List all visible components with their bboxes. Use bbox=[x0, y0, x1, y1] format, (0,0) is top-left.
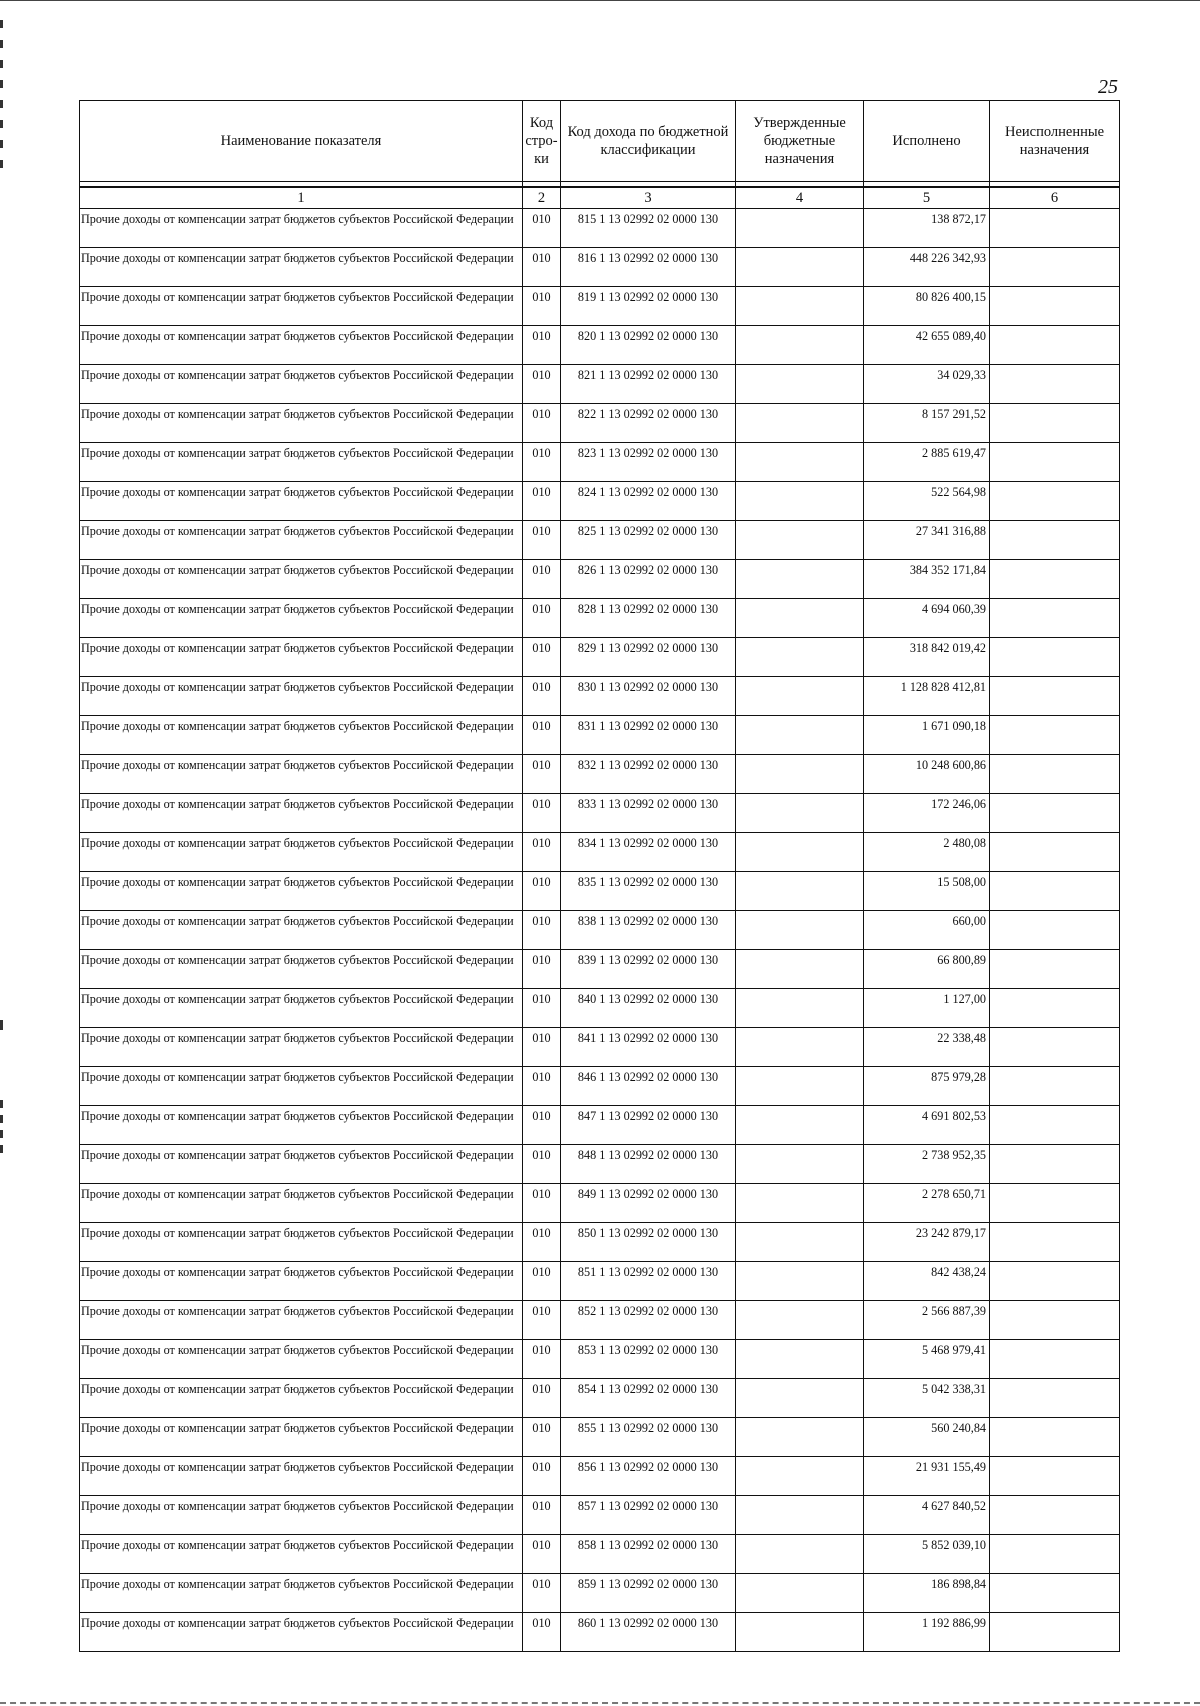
revenue-code-cell: 825 1 13 02992 02 0000 130 bbox=[561, 521, 736, 560]
revenue-code-cell: 816 1 13 02992 02 0000 130 bbox=[561, 248, 736, 287]
revenue-code-cell: 819 1 13 02992 02 0000 130 bbox=[561, 287, 736, 326]
line-code-cell: 010 bbox=[523, 1067, 561, 1106]
unexecuted-cell bbox=[990, 716, 1120, 755]
table-body bbox=[80, 209, 1120, 1652]
table-row bbox=[80, 755, 1120, 794]
indicator-name-cell: Прочие доходы от компенсации затрат бюджетов субъектов Российской Федерации bbox=[80, 794, 523, 833]
revenue-code-cell: 840 1 13 02992 02 0000 130 bbox=[561, 989, 736, 1028]
revenue-code-cell: 855 1 13 02992 02 0000 130 bbox=[561, 1418, 736, 1457]
approved-cell bbox=[736, 794, 864, 833]
table-row bbox=[80, 1223, 1120, 1262]
column-number: 1 bbox=[80, 187, 523, 209]
header-line-code: Код стро- ки bbox=[523, 101, 561, 182]
indicator-name-cell: Прочие доходы от компенсации затрат бюджетов субъектов Российской Федерации bbox=[80, 482, 523, 521]
line-code-cell: 010 bbox=[523, 716, 561, 755]
indicator-name-cell: Прочие доходы от компенсации затрат бюджетов субъектов Российской Федерации bbox=[80, 599, 523, 638]
executed-cell: 4 627 840,52 bbox=[864, 1496, 990, 1535]
line-code-cell: 010 bbox=[523, 560, 561, 599]
unexecuted-cell bbox=[990, 1028, 1120, 1067]
table-row bbox=[80, 1145, 1120, 1184]
table-row bbox=[80, 1028, 1120, 1067]
line-code-cell: 010 bbox=[523, 794, 561, 833]
header-executed: Исполнено bbox=[864, 101, 990, 182]
approved-cell bbox=[736, 1340, 864, 1379]
revenue-code-cell: 820 1 13 02992 02 0000 130 bbox=[561, 326, 736, 365]
revenue-code-cell: 857 1 13 02992 02 0000 130 bbox=[561, 1496, 736, 1535]
table-row bbox=[80, 1379, 1120, 1418]
executed-cell: 2 738 952,35 bbox=[864, 1145, 990, 1184]
table-row bbox=[80, 638, 1120, 677]
approved-cell bbox=[736, 287, 864, 326]
unexecuted-cell bbox=[990, 521, 1120, 560]
line-code-cell: 010 bbox=[523, 599, 561, 638]
approved-cell bbox=[736, 521, 864, 560]
table-row bbox=[80, 1418, 1120, 1457]
unexecuted-cell bbox=[990, 1496, 1120, 1535]
executed-cell: 842 438,24 bbox=[864, 1262, 990, 1301]
unexecuted-cell bbox=[990, 404, 1120, 443]
approved-cell bbox=[736, 677, 864, 716]
unexecuted-cell bbox=[990, 1223, 1120, 1262]
table-row bbox=[80, 521, 1120, 560]
unexecuted-cell bbox=[990, 1574, 1120, 1613]
indicator-name-cell: Прочие доходы от компенсации затрат бюджетов субъектов Российской Федерации bbox=[80, 326, 523, 365]
report-sheet bbox=[79, 100, 1119, 1652]
executed-cell: 21 931 155,49 bbox=[864, 1457, 990, 1496]
revenue-code-cell: 856 1 13 02992 02 0000 130 bbox=[561, 1457, 736, 1496]
unexecuted-cell bbox=[990, 833, 1120, 872]
table-row bbox=[80, 1340, 1120, 1379]
revenue-table bbox=[79, 100, 1120, 1652]
line-code-cell: 010 bbox=[523, 1223, 561, 1262]
executed-cell: 2 566 887,39 bbox=[864, 1301, 990, 1340]
approved-cell bbox=[736, 404, 864, 443]
indicator-name-cell: Прочие доходы от компенсации затрат бюджетов субъектов Российской Федерации bbox=[80, 287, 523, 326]
line-code-cell: 010 bbox=[523, 1379, 561, 1418]
indicator-name-cell: Прочие доходы от компенсации затрат бюджетов субъектов Российской Федерации bbox=[80, 1457, 523, 1496]
line-code-cell: 010 bbox=[523, 1535, 561, 1574]
table-row bbox=[80, 1184, 1120, 1223]
approved-cell bbox=[736, 872, 864, 911]
approved-cell bbox=[736, 1613, 864, 1652]
executed-cell: 15 508,00 bbox=[864, 872, 990, 911]
approved-cell bbox=[736, 716, 864, 755]
revenue-code-cell: 859 1 13 02992 02 0000 130 bbox=[561, 1574, 736, 1613]
table-row bbox=[80, 1496, 1120, 1535]
executed-cell: 186 898,84 bbox=[864, 1574, 990, 1613]
approved-cell bbox=[736, 755, 864, 794]
line-code-cell: 010 bbox=[523, 209, 561, 248]
revenue-code-cell: 854 1 13 02992 02 0000 130 bbox=[561, 1379, 736, 1418]
table-row bbox=[80, 1067, 1120, 1106]
indicator-name-cell: Прочие доходы от компенсации затрат бюджетов субъектов Российской Федерации bbox=[80, 1067, 523, 1106]
revenue-code-cell: 815 1 13 02992 02 0000 130 bbox=[561, 209, 736, 248]
table-row bbox=[80, 716, 1120, 755]
revenue-code-cell: 826 1 13 02992 02 0000 130 bbox=[561, 560, 736, 599]
table-header-row bbox=[80, 101, 1120, 182]
executed-cell: 1 128 828 412,81 bbox=[864, 677, 990, 716]
executed-cell: 27 341 316,88 bbox=[864, 521, 990, 560]
line-code-cell: 010 bbox=[523, 1301, 561, 1340]
approved-cell bbox=[736, 1145, 864, 1184]
approved-cell bbox=[736, 833, 864, 872]
approved-cell bbox=[736, 1223, 864, 1262]
indicator-name-cell: Прочие доходы от компенсации затрат бюджетов субъектов Российской Федерации bbox=[80, 1262, 523, 1301]
column-number: 3 bbox=[561, 187, 736, 209]
line-code-cell: 010 bbox=[523, 755, 561, 794]
column-number: 2 bbox=[523, 187, 561, 209]
approved-cell bbox=[736, 443, 864, 482]
revenue-code-cell: 830 1 13 02992 02 0000 130 bbox=[561, 677, 736, 716]
line-code-cell: 010 bbox=[523, 1262, 561, 1301]
unexecuted-cell bbox=[990, 599, 1120, 638]
unexecuted-cell bbox=[990, 1418, 1120, 1457]
page-number: 25 bbox=[1098, 76, 1118, 98]
indicator-name-cell: Прочие доходы от компенсации затрат бюджетов субъектов Российской Федерации bbox=[80, 404, 523, 443]
line-code-cell: 010 bbox=[523, 326, 561, 365]
line-code-cell: 010 bbox=[523, 1184, 561, 1223]
approved-cell bbox=[736, 1262, 864, 1301]
header-revenue-code: Код дохода по бюджетной классификации bbox=[561, 101, 736, 182]
executed-cell: 5 852 039,10 bbox=[864, 1535, 990, 1574]
indicator-name-cell: Прочие доходы от компенсации затрат бюджетов субъектов Российской Федерации bbox=[80, 1496, 523, 1535]
line-code-cell: 010 bbox=[523, 482, 561, 521]
revenue-code-cell: 839 1 13 02992 02 0000 130 bbox=[561, 950, 736, 989]
unexecuted-cell bbox=[990, 989, 1120, 1028]
indicator-name-cell: Прочие доходы от компенсации затрат бюджетов субъектов Российской Федерации bbox=[80, 950, 523, 989]
executed-cell: 1 127,00 bbox=[864, 989, 990, 1028]
line-code-cell: 010 bbox=[523, 638, 561, 677]
executed-cell: 34 029,33 bbox=[864, 365, 990, 404]
approved-cell bbox=[736, 911, 864, 950]
approved-cell bbox=[736, 989, 864, 1028]
executed-cell: 2 480,08 bbox=[864, 833, 990, 872]
executed-cell: 23 242 879,17 bbox=[864, 1223, 990, 1262]
table-row bbox=[80, 326, 1120, 365]
executed-cell: 172 246,06 bbox=[864, 794, 990, 833]
revenue-code-cell: 835 1 13 02992 02 0000 130 bbox=[561, 872, 736, 911]
revenue-code-cell: 823 1 13 02992 02 0000 130 bbox=[561, 443, 736, 482]
indicator-name-cell: Прочие доходы от компенсации затрат бюджетов субъектов Российской Федерации bbox=[80, 521, 523, 560]
table-row bbox=[80, 365, 1120, 404]
unexecuted-cell bbox=[990, 638, 1120, 677]
table-row bbox=[80, 560, 1120, 599]
line-code-cell: 010 bbox=[523, 1145, 561, 1184]
line-code-cell: 010 bbox=[523, 989, 561, 1028]
indicator-name-cell: Прочие доходы от компенсации затрат бюджетов субъектов Российской Федерации bbox=[80, 1613, 523, 1652]
header-approved: Утвержденные бюджетные назначения bbox=[736, 101, 864, 182]
revenue-code-cell: 838 1 13 02992 02 0000 130 bbox=[561, 911, 736, 950]
unexecuted-cell bbox=[990, 365, 1120, 404]
unexecuted-cell bbox=[990, 248, 1120, 287]
executed-cell: 2 278 650,71 bbox=[864, 1184, 990, 1223]
unexecuted-cell bbox=[990, 794, 1120, 833]
table-row bbox=[80, 1301, 1120, 1340]
indicator-name-cell: Прочие доходы от компенсации затрат бюджетов субъектов Российской Федерации bbox=[80, 1535, 523, 1574]
indicator-name-cell: Прочие доходы от компенсации затрат бюджетов субъектов Российской Федерации bbox=[80, 755, 523, 794]
indicator-name-cell: Прочие доходы от компенсации затрат бюджетов субъектов Российской Федерации bbox=[80, 1184, 523, 1223]
unexecuted-cell bbox=[990, 209, 1120, 248]
revenue-code-cell: 841 1 13 02992 02 0000 130 bbox=[561, 1028, 736, 1067]
table-row bbox=[80, 1574, 1120, 1613]
indicator-name-cell: Прочие доходы от компенсации затрат бюджетов субъектов Российской Федерации bbox=[80, 1418, 523, 1457]
approved-cell bbox=[736, 560, 864, 599]
line-code-cell: 010 bbox=[523, 521, 561, 560]
table-row bbox=[80, 1535, 1120, 1574]
unexecuted-cell bbox=[990, 326, 1120, 365]
table-row bbox=[80, 794, 1120, 833]
approved-cell bbox=[736, 599, 864, 638]
indicator-name-cell: Прочие доходы от компенсации затрат бюджетов субъектов Российской Федерации bbox=[80, 365, 523, 404]
revenue-code-cell: 858 1 13 02992 02 0000 130 bbox=[561, 1535, 736, 1574]
revenue-code-cell: 821 1 13 02992 02 0000 130 bbox=[561, 365, 736, 404]
unexecuted-cell bbox=[990, 443, 1120, 482]
indicator-name-cell: Прочие доходы от компенсации затрат бюджетов субъектов Российской Федерации bbox=[80, 209, 523, 248]
unexecuted-cell bbox=[990, 1301, 1120, 1340]
approved-cell bbox=[736, 248, 864, 287]
executed-cell: 5 042 338,31 bbox=[864, 1379, 990, 1418]
unexecuted-cell bbox=[990, 872, 1120, 911]
revenue-code-cell: 834 1 13 02992 02 0000 130 bbox=[561, 833, 736, 872]
executed-cell: 42 655 089,40 bbox=[864, 326, 990, 365]
line-code-cell: 010 bbox=[523, 872, 561, 911]
approved-cell bbox=[736, 326, 864, 365]
line-code-cell: 010 bbox=[523, 1340, 561, 1379]
column-number: 6 bbox=[990, 187, 1120, 209]
executed-cell: 875 979,28 bbox=[864, 1067, 990, 1106]
unexecuted-cell bbox=[990, 1457, 1120, 1496]
approved-cell bbox=[736, 1418, 864, 1457]
unexecuted-cell bbox=[990, 1067, 1120, 1106]
column-number: 4 bbox=[736, 187, 864, 209]
executed-cell: 318 842 019,42 bbox=[864, 638, 990, 677]
unexecuted-cell bbox=[990, 677, 1120, 716]
revenue-code-cell: 860 1 13 02992 02 0000 130 bbox=[561, 1613, 736, 1652]
indicator-name-cell: Прочие доходы от компенсации затрат бюджетов субъектов Российской Федерации bbox=[80, 716, 523, 755]
approved-cell bbox=[736, 1301, 864, 1340]
line-code-cell: 010 bbox=[523, 950, 561, 989]
column-number: 5 bbox=[864, 187, 990, 209]
executed-cell: 4 691 802,53 bbox=[864, 1106, 990, 1145]
unexecuted-cell bbox=[990, 911, 1120, 950]
executed-cell: 8 157 291,52 bbox=[864, 404, 990, 443]
executed-cell: 522 564,98 bbox=[864, 482, 990, 521]
revenue-code-cell: 822 1 13 02992 02 0000 130 bbox=[561, 404, 736, 443]
line-code-cell: 010 bbox=[523, 833, 561, 872]
indicator-name-cell: Прочие доходы от компенсации затрат бюджетов субъектов Российской Федерации bbox=[80, 1379, 523, 1418]
line-code-cell: 010 bbox=[523, 248, 561, 287]
line-code-cell: 010 bbox=[523, 1496, 561, 1535]
unexecuted-cell bbox=[990, 755, 1120, 794]
line-code-cell: 010 bbox=[523, 1418, 561, 1457]
table-row bbox=[80, 1106, 1120, 1145]
approved-cell bbox=[736, 1574, 864, 1613]
indicator-name-cell: Прочие доходы от компенсации затрат бюджетов субъектов Российской Федерации bbox=[80, 872, 523, 911]
unexecuted-cell bbox=[990, 950, 1120, 989]
unexecuted-cell bbox=[990, 1106, 1120, 1145]
indicator-name-cell: Прочие доходы от компенсации затрат бюджетов субъектов Российской Федерации bbox=[80, 1574, 523, 1613]
approved-cell bbox=[736, 1184, 864, 1223]
binding-marks bbox=[0, 0, 6, 1706]
table-row bbox=[80, 950, 1120, 989]
indicator-name-cell: Прочие доходы от компенсации затрат бюджетов субъектов Российской Федерации bbox=[80, 1340, 523, 1379]
executed-cell: 80 826 400,15 bbox=[864, 287, 990, 326]
unexecuted-cell bbox=[990, 1340, 1120, 1379]
revenue-code-cell: 833 1 13 02992 02 0000 130 bbox=[561, 794, 736, 833]
executed-cell: 138 872,17 bbox=[864, 209, 990, 248]
approved-cell bbox=[736, 365, 864, 404]
indicator-name-cell: Прочие доходы от компенсации затрат бюджетов субъектов Российской Федерации bbox=[80, 1028, 523, 1067]
line-code-cell: 010 bbox=[523, 443, 561, 482]
table-row bbox=[80, 287, 1120, 326]
executed-cell: 10 248 600,86 bbox=[864, 755, 990, 794]
unexecuted-cell bbox=[990, 482, 1120, 521]
revenue-code-cell: 828 1 13 02992 02 0000 130 bbox=[561, 599, 736, 638]
table-row bbox=[80, 209, 1120, 248]
unexecuted-cell bbox=[990, 287, 1120, 326]
approved-cell bbox=[736, 1106, 864, 1145]
executed-cell: 448 226 342,93 bbox=[864, 248, 990, 287]
revenue-code-cell: 847 1 13 02992 02 0000 130 bbox=[561, 1106, 736, 1145]
executed-cell: 22 338,48 bbox=[864, 1028, 990, 1067]
approved-cell bbox=[736, 1535, 864, 1574]
scan-edge-top bbox=[0, 0, 1200, 1]
revenue-code-cell: 824 1 13 02992 02 0000 130 bbox=[561, 482, 736, 521]
executed-cell: 66 800,89 bbox=[864, 950, 990, 989]
indicator-name-cell: Прочие доходы от компенсации затрат бюджетов субъектов Российской Федерации bbox=[80, 1223, 523, 1262]
table-row bbox=[80, 833, 1120, 872]
unexecuted-cell bbox=[990, 1613, 1120, 1652]
table-row bbox=[80, 404, 1120, 443]
line-code-cell: 010 bbox=[523, 1613, 561, 1652]
header-indicator-name: Наименование показателя bbox=[80, 101, 523, 182]
unexecuted-cell bbox=[990, 1379, 1120, 1418]
executed-cell: 1 671 090,18 bbox=[864, 716, 990, 755]
indicator-name-cell: Прочие доходы от компенсации затрат бюджетов субъектов Российской Федерации bbox=[80, 1301, 523, 1340]
table-row bbox=[80, 911, 1120, 950]
line-code-cell: 010 bbox=[523, 1574, 561, 1613]
executed-cell: 1 192 886,99 bbox=[864, 1613, 990, 1652]
line-code-cell: 010 bbox=[523, 287, 561, 326]
revenue-code-cell: 850 1 13 02992 02 0000 130 bbox=[561, 1223, 736, 1262]
executed-cell: 5 468 979,41 bbox=[864, 1340, 990, 1379]
table-row bbox=[80, 989, 1120, 1028]
indicator-name-cell: Прочие доходы от компенсации затрат бюджетов субъектов Российской Федерации bbox=[80, 1145, 523, 1184]
revenue-code-cell: 853 1 13 02992 02 0000 130 bbox=[561, 1340, 736, 1379]
indicator-name-cell: Прочие доходы от компенсации затрат бюджетов субъектов Российской Федерации bbox=[80, 560, 523, 599]
scan-edge-bottom bbox=[0, 1702, 1200, 1704]
revenue-code-cell: 848 1 13 02992 02 0000 130 bbox=[561, 1145, 736, 1184]
approved-cell bbox=[736, 1457, 864, 1496]
indicator-name-cell: Прочие доходы от компенсации затрат бюджетов субъектов Российской Федерации bbox=[80, 1106, 523, 1145]
revenue-code-cell: 832 1 13 02992 02 0000 130 bbox=[561, 755, 736, 794]
table-row bbox=[80, 1457, 1120, 1496]
table-row bbox=[80, 677, 1120, 716]
table-row bbox=[80, 599, 1120, 638]
revenue-code-cell: 846 1 13 02992 02 0000 130 bbox=[561, 1067, 736, 1106]
line-code-cell: 010 bbox=[523, 1106, 561, 1145]
executed-cell: 4 694 060,39 bbox=[864, 599, 990, 638]
approved-cell bbox=[736, 209, 864, 248]
executed-cell: 660,00 bbox=[864, 911, 990, 950]
table-row bbox=[80, 872, 1120, 911]
table-row bbox=[80, 1262, 1120, 1301]
table-row bbox=[80, 482, 1120, 521]
unexecuted-cell bbox=[990, 1145, 1120, 1184]
indicator-name-cell: Прочие доходы от компенсации затрат бюджетов субъектов Российской Федерации bbox=[80, 443, 523, 482]
executed-cell: 2 885 619,47 bbox=[864, 443, 990, 482]
revenue-code-cell: 851 1 13 02992 02 0000 130 bbox=[561, 1262, 736, 1301]
indicator-name-cell: Прочие доходы от компенсации затрат бюджетов субъектов Российской Федерации bbox=[80, 911, 523, 950]
table-row bbox=[80, 248, 1120, 287]
column-number-row bbox=[80, 187, 1120, 209]
approved-cell bbox=[736, 482, 864, 521]
indicator-name-cell: Прочие доходы от компенсации затрат бюджетов субъектов Российской Федерации bbox=[80, 638, 523, 677]
revenue-code-cell: 849 1 13 02992 02 0000 130 bbox=[561, 1184, 736, 1223]
line-code-cell: 010 bbox=[523, 677, 561, 716]
indicator-name-cell: Прочие доходы от компенсации затрат бюджетов субъектов Российской Федерации bbox=[80, 677, 523, 716]
indicator-name-cell: Прочие доходы от компенсации затрат бюджетов субъектов Российской Федерации bbox=[80, 833, 523, 872]
unexecuted-cell bbox=[990, 560, 1120, 599]
approved-cell bbox=[736, 1067, 864, 1106]
approved-cell bbox=[736, 1496, 864, 1535]
line-code-cell: 010 bbox=[523, 404, 561, 443]
approved-cell bbox=[736, 1028, 864, 1067]
table-row bbox=[80, 443, 1120, 482]
revenue-code-cell: 829 1 13 02992 02 0000 130 bbox=[561, 638, 736, 677]
approved-cell bbox=[736, 1379, 864, 1418]
approved-cell bbox=[736, 950, 864, 989]
line-code-cell: 010 bbox=[523, 911, 561, 950]
header-unexecuted: Неисполненные назначения bbox=[990, 101, 1120, 182]
approved-cell bbox=[736, 638, 864, 677]
line-code-cell: 010 bbox=[523, 1028, 561, 1067]
indicator-name-cell: Прочие доходы от компенсации затрат бюджетов субъектов Российской Федерации bbox=[80, 248, 523, 287]
revenue-code-cell: 831 1 13 02992 02 0000 130 bbox=[561, 716, 736, 755]
unexecuted-cell bbox=[990, 1535, 1120, 1574]
table-row bbox=[80, 1613, 1120, 1652]
revenue-code-cell: 852 1 13 02992 02 0000 130 bbox=[561, 1301, 736, 1340]
line-code-cell: 010 bbox=[523, 365, 561, 404]
executed-cell: 384 352 171,84 bbox=[864, 560, 990, 599]
line-code-cell: 010 bbox=[523, 1457, 561, 1496]
unexecuted-cell bbox=[990, 1262, 1120, 1301]
indicator-name-cell: Прочие доходы от компенсации затрат бюджетов субъектов Российской Федерации bbox=[80, 989, 523, 1028]
executed-cell: 560 240,84 bbox=[864, 1418, 990, 1457]
unexecuted-cell bbox=[990, 1184, 1120, 1223]
